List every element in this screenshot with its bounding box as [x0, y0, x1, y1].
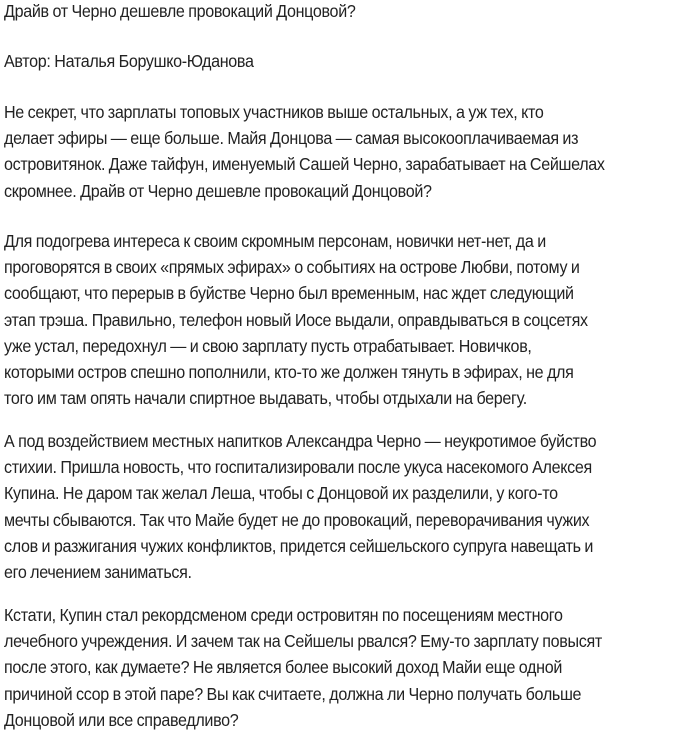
paragraph-line: делает эфиры — еще больше. Майя Донцова — самая высокооплачиваемая из [4, 128, 579, 149]
paragraph-line: которыми остров спешно пополнили, кто-то же должен тянуть в эфирах, не для [4, 362, 574, 383]
paragraph-line: лечебного учреждения. И зачем так на Сейшелы рвался? Ему-то зарплату повысят [4, 631, 602, 652]
paragraph-line: его лечением заниматься. [4, 562, 192, 583]
paragraph-line: сообщают, что перерыв в буйстве Черно был временным, нас ждет следующий [4, 283, 574, 304]
paragraph-line: Донцовой или все справедливо? [4, 709, 239, 730]
paragraph-line: стихии. Пришла новость, что госпитализировали после укуса насекомого Алексея [4, 457, 592, 478]
paragraph-line: островитянок. Даже тайфун, именуемый Сашей Черно, зарабатывает на Сейшелах [4, 154, 605, 175]
paragraph-line: Купина. Не даром так желал Леша, чтобы с Донцовой их разделили, у кого-то [4, 483, 558, 504]
paragraph-line: этап трэша. Правильно, телефон новый Иосе выдали, оправдываться в соцсетях [4, 309, 588, 330]
paragraph-line: скромнее. Драйв от Черно дешевле провокаций Донцовой? [4, 180, 432, 201]
paragraph-line: Не секрет, что зарплаты топовых участников выше остальных, а уж тех, кто [4, 102, 544, 122]
paragraph-line: мечты сбываются. Так что Майе будет не до провокаций, переворачивания чужих [4, 509, 590, 530]
paragraph-line: после этого, как думаете? Не является более высокий доход Майи еще одной [4, 657, 563, 678]
paragraph-line: Кстати, Купин стал рекордсменом среди островитян по посещениям местного [4, 605, 563, 625]
paragraph-line: Для подогрева интереса к своим скромным персонам, новички нет-нет, да и [4, 231, 546, 251]
paragraph-line: уже устал, передохнул — и свою зарплату пусть отрабатывает. Новичков, [4, 335, 532, 356]
paragraph-line: слов и разжигания чужих конфликтов, придется сейшельского супруга навещать и [4, 535, 594, 556]
article-author: Автор: Наталья Борушко-Юданова [4, 51, 254, 71]
article-title: Драйв от Черно дешевле провокаций Донцовой? [4, 1, 356, 21]
paragraph-line: проговорятся в своих «прямых эфирах» о событиях на острове Любви, потому и [4, 257, 580, 278]
article-paragraph-2 [4, 228, 699, 411]
article-paragraph-1 [4, 99, 699, 204]
article-paragraph-4 [4, 602, 699, 733]
article-paragraph-3 [4, 428, 699, 585]
paragraph-line: причиной ссор в этой паре? Вы как считаете, должна ли Черно получать больше [4, 683, 582, 704]
paragraph-line: того им там опять начали спиртное выдавать, чтобы отдыхали на берегу. [4, 388, 527, 409]
paragraph-line: А под воздействием местных напитков Александра Черно — неукротимое буйство [4, 431, 597, 451]
